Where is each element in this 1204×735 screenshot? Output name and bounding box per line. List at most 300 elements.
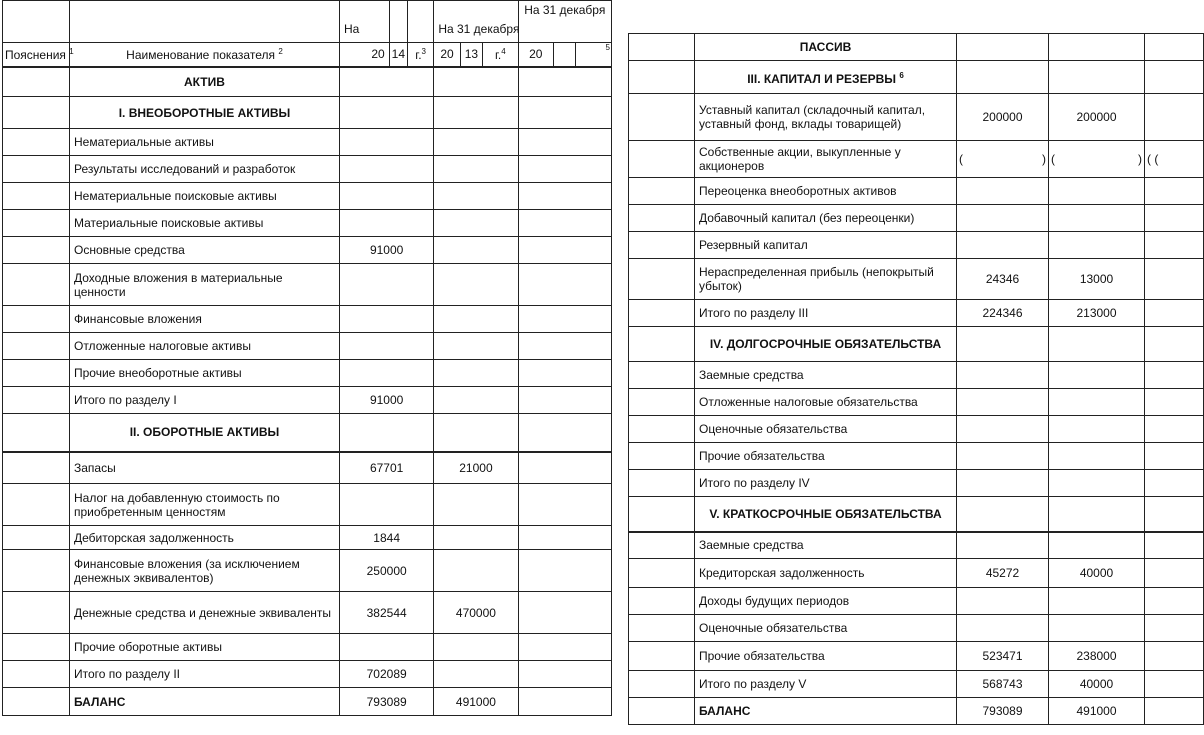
indicator-name bbox=[695, 532, 957, 559]
notes-cell bbox=[629, 178, 695, 205]
value-prior bbox=[1145, 178, 1204, 205]
col2-suffix: г.$^4$ bbox=[483, 43, 519, 67]
value-prior bbox=[1145, 259, 1204, 300]
table-row bbox=[3, 183, 612, 210]
table-row bbox=[3, 688, 612, 716]
indicator-name: Отложенные налоговые активы bbox=[69, 333, 339, 360]
indicator-label: Итого по разделу V bbox=[699, 677, 807, 691]
indicator-name-header: Наименование показателя $^2$ bbox=[69, 43, 339, 67]
indicator-name bbox=[695, 588, 957, 615]
table-row bbox=[3, 661, 612, 688]
value-prior bbox=[1145, 232, 1204, 259]
indicator-name bbox=[695, 141, 957, 178]
value-current bbox=[339, 634, 433, 661]
notes-cell bbox=[629, 232, 695, 259]
value-previous: 470000 bbox=[434, 592, 518, 634]
indicator-label: Заемные средства bbox=[699, 368, 804, 382]
value-prior bbox=[518, 661, 611, 688]
value-current bbox=[339, 129, 433, 156]
indicator-name bbox=[695, 443, 957, 470]
value-current: 793089 bbox=[339, 688, 433, 716]
footnote-marker: 6 bbox=[899, 70, 904, 80]
notes-cell bbox=[629, 141, 695, 178]
indicator-label: Отложенные налоговые обязательства bbox=[699, 395, 918, 409]
indicator-name bbox=[695, 671, 957, 698]
table-row bbox=[3, 333, 612, 360]
value-prior bbox=[1145, 327, 1204, 362]
value-prior bbox=[1145, 205, 1204, 232]
table-row bbox=[629, 178, 1204, 205]
section-row bbox=[629, 497, 1204, 532]
value-prior bbox=[518, 414, 611, 452]
value-previous bbox=[434, 306, 518, 333]
indicator-name bbox=[695, 470, 957, 497]
value-prior bbox=[1145, 615, 1204, 642]
table-row bbox=[629, 588, 1204, 615]
value-current bbox=[339, 210, 433, 237]
value-prior bbox=[1145, 300, 1204, 327]
section-title bbox=[695, 497, 957, 532]
value-previous bbox=[434, 360, 518, 387]
notes-cell bbox=[629, 497, 695, 532]
value-previous bbox=[434, 210, 518, 237]
indicator-label: Переоценка внеоборотных активов bbox=[699, 184, 897, 198]
value-current: 91000 bbox=[339, 237, 433, 264]
value-prior bbox=[518, 333, 611, 360]
notes-cell bbox=[629, 671, 695, 698]
value-current bbox=[339, 67, 433, 97]
value-prior bbox=[518, 67, 611, 97]
section-row bbox=[3, 67, 612, 97]
value-current: 67701 bbox=[339, 452, 433, 484]
notes-cell bbox=[629, 61, 695, 94]
table-row bbox=[3, 526, 612, 550]
value-previous: 491000 bbox=[434, 688, 518, 716]
value-prior bbox=[518, 97, 611, 129]
table-row bbox=[3, 306, 612, 333]
indicator-label: Добавочный капитал (без переоценки) bbox=[699, 211, 915, 225]
col2-header: На 31 декабря bbox=[434, 1, 518, 43]
table-row bbox=[3, 452, 612, 484]
table-row bbox=[629, 416, 1204, 443]
value-current bbox=[957, 34, 1049, 61]
value-prior bbox=[1145, 532, 1204, 559]
value-prior bbox=[1145, 497, 1204, 532]
indicator-label: Заемные средства bbox=[699, 538, 804, 553]
value-prior bbox=[518, 264, 611, 306]
notes-cell bbox=[629, 327, 695, 362]
value-previous: 13000 bbox=[1049, 259, 1145, 300]
notes-cell bbox=[629, 300, 695, 327]
value-prior bbox=[1145, 559, 1204, 588]
value-previous bbox=[1049, 416, 1145, 443]
value-current bbox=[339, 97, 433, 129]
table-row bbox=[3, 237, 612, 264]
section-title: I. ВНЕОБОРОТНЫЕ АКТИВЫ bbox=[69, 97, 339, 129]
table-row bbox=[629, 559, 1204, 588]
value-previous: 213000 bbox=[1049, 300, 1145, 327]
value-previous bbox=[1049, 178, 1145, 205]
table-row bbox=[629, 532, 1204, 559]
value-previous bbox=[434, 183, 518, 210]
indicator-name: Материальные поисковые активы bbox=[69, 210, 339, 237]
value-current bbox=[339, 306, 433, 333]
notes-cell bbox=[629, 642, 695, 671]
liabilities-table bbox=[628, 33, 1204, 725]
table-row bbox=[3, 387, 612, 414]
value-prior bbox=[518, 452, 611, 484]
indicator-label: Прочие обязательства bbox=[699, 649, 825, 663]
notes-cell bbox=[3, 360, 70, 387]
value-current: 702089 bbox=[339, 661, 433, 688]
indicator-name: Запасы bbox=[69, 452, 339, 484]
notes-cell bbox=[3, 210, 70, 237]
indicator-name: Итого по разделу I bbox=[69, 387, 339, 414]
value-previous bbox=[1049, 232, 1145, 259]
indicator-name: Нематериальные поисковые активы bbox=[69, 183, 339, 210]
indicator-label: V. КРАТКОСРОЧНЫЕ ОБЯЗАТЕЛЬСТВА bbox=[709, 506, 942, 521]
value-previous: 40000 bbox=[1049, 671, 1145, 698]
notes-cell bbox=[3, 129, 70, 156]
value-current: 382544 bbox=[339, 592, 433, 634]
value-prior bbox=[1145, 61, 1204, 94]
section-row bbox=[3, 97, 612, 129]
value-previous bbox=[1049, 588, 1145, 615]
indicator-name: Дебиторская задолженность bbox=[69, 526, 339, 550]
notes-cell bbox=[629, 588, 695, 615]
value-current: 24346 bbox=[957, 259, 1049, 300]
indicator-label: Кредиторская задолженность bbox=[699, 566, 865, 580]
value-previous: 200000 bbox=[1049, 94, 1145, 141]
value-current bbox=[957, 443, 1049, 470]
value-current bbox=[957, 615, 1049, 642]
value-current: 224346 bbox=[957, 300, 1049, 327]
value-prior bbox=[518, 526, 611, 550]
indicator-name bbox=[695, 205, 957, 232]
indicator-name: Финансовые вложения (за исключением денежных эквивалентов) bbox=[69, 550, 339, 592]
indicator-name: Финансовые вложения bbox=[69, 306, 339, 333]
value-previous bbox=[434, 484, 518, 526]
indicator-name bbox=[695, 362, 957, 389]
table-row bbox=[629, 94, 1204, 141]
value-previous bbox=[434, 634, 518, 661]
value-previous bbox=[434, 526, 518, 550]
value-current bbox=[339, 414, 433, 452]
value-previous bbox=[434, 129, 518, 156]
table-row bbox=[3, 360, 612, 387]
value-current bbox=[339, 484, 433, 526]
value-previous bbox=[434, 67, 518, 97]
indicator-name bbox=[695, 300, 957, 327]
table-row bbox=[3, 634, 612, 661]
value-current bbox=[957, 497, 1049, 532]
indicator-label: Прочие обязательства bbox=[699, 449, 825, 463]
value-previous: ( ) bbox=[1049, 141, 1145, 178]
col2-year-a: 20 bbox=[434, 43, 460, 67]
value-current bbox=[957, 416, 1049, 443]
value-current bbox=[339, 156, 433, 183]
balance-sheet-assets-page bbox=[0, 0, 612, 716]
table-row bbox=[3, 129, 612, 156]
col1-year-a: 20 bbox=[339, 43, 389, 67]
value-prior bbox=[1145, 443, 1204, 470]
section-row bbox=[629, 34, 1204, 61]
table-row bbox=[629, 698, 1204, 725]
section-title bbox=[695, 61, 957, 94]
notes-cell bbox=[3, 452, 70, 484]
table-row bbox=[629, 259, 1204, 300]
table-row bbox=[629, 389, 1204, 416]
value-previous bbox=[1049, 443, 1145, 470]
value-prior bbox=[518, 387, 611, 414]
table-row bbox=[3, 592, 612, 634]
notes-cell bbox=[629, 532, 695, 559]
value-prior bbox=[1145, 94, 1204, 141]
indicator-label: III. КАПИТАЛ И РЕЗЕРВЫ bbox=[747, 71, 896, 86]
value-previous bbox=[434, 156, 518, 183]
table-row bbox=[629, 642, 1204, 671]
notes-cell bbox=[629, 389, 695, 416]
value-prior: ( ( bbox=[1145, 141, 1204, 178]
value-current: 1844 bbox=[339, 526, 433, 550]
col3-suffix: 5 bbox=[576, 43, 612, 67]
indicator-name bbox=[695, 178, 957, 205]
value-prior bbox=[518, 210, 611, 237]
indicator-name: Итого по разделу II bbox=[69, 661, 339, 688]
section-title bbox=[695, 327, 957, 362]
value-previous bbox=[1049, 205, 1145, 232]
indicator-label: Уставный капитал (складочный капитал, уставный фонд, вклады товарищей) bbox=[699, 103, 926, 131]
value-previous: 238000 bbox=[1049, 642, 1145, 671]
value-previous bbox=[434, 387, 518, 414]
notes-cell bbox=[3, 183, 70, 210]
notes-cell bbox=[3, 333, 70, 360]
balance-sheet-liabilities-page bbox=[628, 0, 1200, 725]
col2-year-b: 13 bbox=[460, 43, 482, 67]
notes-cell bbox=[629, 259, 695, 300]
notes-cell bbox=[3, 387, 70, 414]
notes-cell bbox=[3, 661, 70, 688]
value-current bbox=[957, 588, 1049, 615]
value-previous bbox=[1049, 532, 1145, 559]
value-current bbox=[339, 183, 433, 210]
indicator-name: Доходные вложения в материальные ценности bbox=[69, 264, 339, 306]
value-prior bbox=[518, 484, 611, 526]
section-title: II. ОБОРОТНЫЕ АКТИВЫ bbox=[69, 414, 339, 452]
value-previous bbox=[434, 661, 518, 688]
section-row bbox=[629, 327, 1204, 362]
indicator-label: Оценочные обязательства bbox=[699, 422, 848, 436]
value-prior bbox=[1145, 671, 1204, 698]
indicator-label: БАЛАНС bbox=[699, 704, 751, 718]
value-previous bbox=[1049, 470, 1145, 497]
value-previous bbox=[434, 237, 518, 264]
value-current bbox=[957, 532, 1049, 559]
value-current bbox=[957, 389, 1049, 416]
value-current bbox=[957, 205, 1049, 232]
value-current bbox=[957, 61, 1049, 94]
indicator-name bbox=[695, 698, 957, 725]
indicator-label: Резервный капитал bbox=[699, 238, 808, 252]
value-prior bbox=[1145, 362, 1204, 389]
indicator-label: Доходы будущих периодов bbox=[699, 594, 850, 608]
indicator-name: Прочие оборотные активы bbox=[69, 634, 339, 661]
value-previous bbox=[1049, 389, 1145, 416]
value-prior bbox=[518, 592, 611, 634]
value-prior bbox=[1145, 588, 1204, 615]
value-prior bbox=[518, 306, 611, 333]
value-previous bbox=[1049, 327, 1145, 362]
notes-cell bbox=[629, 615, 695, 642]
value-current: 200000 bbox=[957, 94, 1049, 141]
table-row bbox=[629, 300, 1204, 327]
notes-cell bbox=[629, 416, 695, 443]
notes-cell bbox=[3, 484, 70, 526]
indicator-label: ПАССИВ bbox=[799, 40, 852, 54]
indicator-name bbox=[695, 416, 957, 443]
value-previous bbox=[434, 414, 518, 452]
indicator-label: Итого по разделу IV bbox=[699, 476, 810, 490]
value-previous bbox=[434, 333, 518, 360]
value-current bbox=[957, 327, 1049, 362]
value-prior bbox=[1145, 470, 1204, 497]
indicator-label: IV. ДОЛГОСРОЧНЫЕ ОБЯЗАТЕЛЬСТВА bbox=[709, 337, 942, 351]
indicator-name bbox=[695, 642, 957, 671]
value-previous: 21000 bbox=[434, 452, 518, 484]
value-previous: 40000 bbox=[1049, 559, 1145, 588]
value-previous bbox=[434, 97, 518, 129]
table-row bbox=[3, 484, 612, 526]
value-current bbox=[957, 232, 1049, 259]
value-prior bbox=[518, 183, 611, 210]
notes-cell bbox=[3, 306, 70, 333]
value-current bbox=[957, 470, 1049, 497]
notes-cell bbox=[629, 470, 695, 497]
indicator-name: БАЛАНС bbox=[69, 688, 339, 716]
table-row bbox=[3, 156, 612, 183]
value-current: 91000 bbox=[339, 387, 433, 414]
value-current: 793089 bbox=[957, 698, 1049, 725]
col1-suffix: г.$^3$ bbox=[407, 43, 433, 67]
table-row bbox=[629, 615, 1204, 642]
section-title bbox=[695, 34, 957, 61]
indicator-name: Результаты исследований и разработок bbox=[69, 156, 339, 183]
notes-cell bbox=[3, 592, 70, 634]
notes-cell bbox=[629, 34, 695, 61]
notes-cell bbox=[3, 688, 70, 716]
notes-cell bbox=[3, 237, 70, 264]
indicator-name: Налог на добавленную стоимость по приобретенным ценностям bbox=[69, 484, 339, 526]
notes-header: Пояснения $^1$ bbox=[3, 43, 70, 67]
table-row bbox=[3, 264, 612, 306]
indicator-name: Основные средства bbox=[69, 237, 339, 264]
value-prior bbox=[518, 550, 611, 592]
indicator-label: Оценочные обязательства bbox=[699, 621, 848, 635]
col3-header: На 31 декабря bbox=[518, 1, 611, 43]
notes-cell bbox=[3, 156, 70, 183]
indicator-name bbox=[695, 232, 957, 259]
table-row bbox=[3, 210, 612, 237]
table-row bbox=[629, 443, 1204, 470]
notes-cell bbox=[3, 634, 70, 661]
notes-cell bbox=[629, 94, 695, 141]
table-row bbox=[629, 205, 1204, 232]
value-previous bbox=[1049, 61, 1145, 94]
col1-header: На bbox=[339, 1, 366, 43]
value-current bbox=[957, 362, 1049, 389]
table-row bbox=[629, 232, 1204, 259]
indicator-label: Нераспределенная прибыль (непокрытый убыток) bbox=[699, 265, 934, 293]
value-previous bbox=[434, 550, 518, 592]
value-prior bbox=[518, 360, 611, 387]
value-prior bbox=[1145, 642, 1204, 671]
value-current bbox=[339, 264, 433, 306]
value-prior bbox=[518, 129, 611, 156]
value-prior bbox=[518, 237, 611, 264]
value-current: 45272 bbox=[957, 559, 1049, 588]
value-prior bbox=[518, 634, 611, 661]
section-row bbox=[629, 61, 1204, 94]
indicator-label: Собственные акции, выкупленные у акционеров bbox=[699, 145, 901, 173]
notes-cell bbox=[629, 559, 695, 588]
value-prior bbox=[1145, 416, 1204, 443]
table-row bbox=[629, 141, 1204, 178]
header-row-top bbox=[3, 1, 612, 43]
col3-year-a: 20 bbox=[518, 43, 554, 67]
notes-cell bbox=[629, 362, 695, 389]
value-current: 568743 bbox=[957, 671, 1049, 698]
value-prior bbox=[518, 156, 611, 183]
value-previous bbox=[1049, 34, 1145, 61]
value-previous bbox=[1049, 615, 1145, 642]
value-previous bbox=[1049, 362, 1145, 389]
value-previous bbox=[434, 264, 518, 306]
indicator-name bbox=[695, 559, 957, 588]
value-prior bbox=[518, 688, 611, 716]
header-row bbox=[3, 43, 612, 67]
notes-cell bbox=[3, 97, 70, 129]
value-prior bbox=[1145, 389, 1204, 416]
notes-cell bbox=[3, 67, 70, 97]
assets-body bbox=[3, 67, 612, 716]
indicator-name: Нематериальные активы bbox=[69, 129, 339, 156]
indicator-name bbox=[695, 259, 957, 300]
liabilities-body bbox=[629, 34, 1204, 725]
value-current bbox=[957, 178, 1049, 205]
value-previous: 491000 bbox=[1049, 698, 1145, 725]
assets-table bbox=[2, 0, 612, 716]
table-row bbox=[629, 470, 1204, 497]
value-current: 250000 bbox=[339, 550, 433, 592]
indicator-name bbox=[695, 389, 957, 416]
indicator-label: Итого по разделу III bbox=[699, 306, 809, 320]
section-title: АКТИВ bbox=[69, 67, 339, 97]
notes-cell bbox=[3, 550, 70, 592]
notes-cell bbox=[629, 443, 695, 470]
indicator-name: Денежные средства и денежные эквиваленты bbox=[69, 592, 339, 634]
indicator-name bbox=[695, 94, 957, 141]
value-current: 523471 bbox=[957, 642, 1049, 671]
indicator-name: Прочие внеоборотные активы bbox=[69, 360, 339, 387]
table-row bbox=[3, 550, 612, 592]
value-previous bbox=[1049, 497, 1145, 532]
value-prior bbox=[1145, 34, 1204, 61]
notes-cell bbox=[629, 205, 695, 232]
indicator-name bbox=[695, 615, 957, 642]
value-current bbox=[339, 360, 433, 387]
table-row bbox=[629, 671, 1204, 698]
notes-cell bbox=[3, 414, 70, 452]
